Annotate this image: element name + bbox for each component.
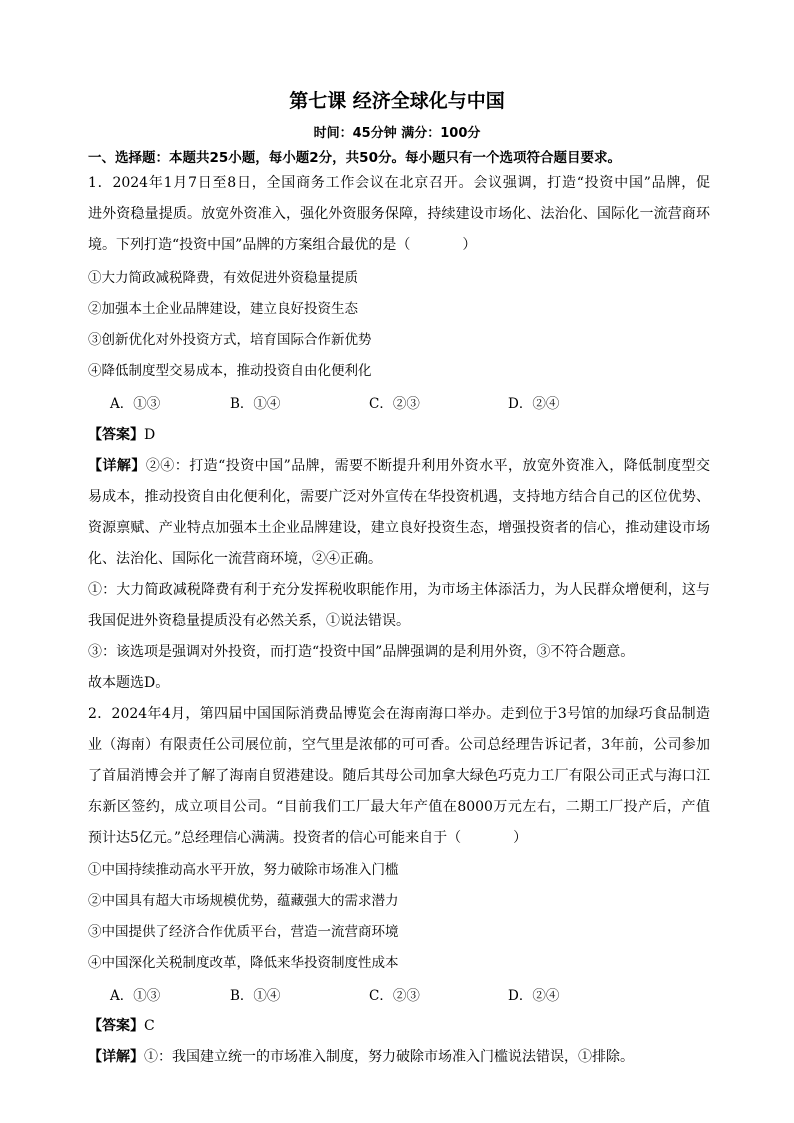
detail-text: ②④：打造“投资中国”品牌，需要不断提升利用外资水平，放宽外资准入，降低制度型交 (145, 458, 711, 474)
detail-text: ①：我国建立统一的市场准入制度，努力破除市场准入门槛说法错误，①排除。 (144, 1049, 634, 1065)
option-c: C．②③ (369, 988, 420, 1004)
option-a: A．①③ (110, 396, 161, 412)
question-stem-line: 1．2024年1月7日至8日，全国商务工作会议在北京召开。会议强调，打造“投资中国”品牌，促 (88, 175, 710, 191)
statement-item: ③中国提供了经济合作优质平台，营造一流营商环境 (88, 924, 399, 940)
detail-line: ③：该选项是强调对外投资，而打造“投资中国”品牌强调的是利用外资，③不符合题意。 (88, 644, 635, 660)
detail-line: 故本题选D。 (88, 675, 170, 691)
answer-tag: 【答案】 (88, 1018, 144, 1034)
option-c: C．②③ (369, 396, 420, 412)
question-stem-line: 业（海南）有限责任公司展位前，空气里是浓郁的可可香。公司总经理告诉记者，3年前，公司参加 (88, 737, 710, 753)
detail-line: 化、法治化、国际化一流营商环境，②④正确。 (88, 551, 382, 567)
statement-item: ①中国持续推动高水平开放，努力破除市场准入门槛 (88, 862, 399, 878)
statement-item: ③创新优化对外投资方式，培育国际合作新优势 (88, 332, 372, 348)
option-d: D．②④ (508, 988, 560, 1004)
question-stem-text: 境。下列打造“投资中国”品牌的方案组合最优的是（ (88, 237, 411, 253)
question-stem-line (88, 234, 710, 254)
question-stem-text: 预计达5亿元。”总经理信心满满。投资者的信心可能来自于（ (88, 830, 462, 846)
question-stem-line: 东新区签约，成立项目公司。“目前我们工厂最大年产值在8000万元左右，二期工厂投产后，产值 (88, 799, 710, 815)
detail-line: 易成本，推动投资自由化便利化，需要广泛对外宣传在华投资机遇，支持地方结合自己的区位优势、 (88, 489, 710, 505)
section-header: 一、选择题：本题共25小题，每小题2分，共50分。每小题只有一个选项符合题目要求。 (88, 150, 621, 166)
answer-tag: 【答案】 (88, 427, 144, 443)
detail-tag: 【详解】 (88, 458, 146, 474)
detail-line (88, 455, 710, 475)
answer-line (88, 1015, 710, 1035)
statement-item: ④降低制度型交易成本，推动投资自由化便利化 (88, 363, 372, 379)
option-d: D．②④ (508, 396, 560, 412)
statement-item: ②加强本土企业品牌建设，建立良好投资生态 (88, 301, 358, 317)
detail-line: 资源禀赋、产业特点加强本土企业品牌建设，建立良好投资生态，增强投资者的信心，推动建设市场 (88, 520, 710, 536)
detail-line: 我国促进外资稳量提质没有必然关系，①说法错误。 (88, 613, 410, 629)
statement-item: ④中国深化关税制度改革，降低来华投资制度性成本 (88, 955, 399, 971)
statement-item: ②中国具有超大市场规模优势，蕴藏强大的需求潜力 (88, 893, 399, 909)
answer-value: C (144, 1018, 155, 1034)
option-b: B．①④ (230, 396, 281, 412)
question-stem-line: 进外资稳量提质。放宽外资准入，强化外资服务保障，持续建设市场化、法治化、国际化一流营商环 (88, 206, 710, 222)
detail-tag: 【详解】 (88, 1049, 144, 1065)
detail-line: ①：大力简政减税降费有利于充分发挥税收职能作用，为市场主体添活力，为人民群众增便利，这与 (88, 582, 710, 598)
exam-meta: 时间：45分钟 满分：100分 (313, 126, 481, 141)
option-b: B．①④ (230, 988, 281, 1004)
answer-blank-close: ） (462, 237, 477, 253)
question-stem-line: 了首届消博会并了解了海南自贸港建设。随后其母公司加拿大绿色巧克力工厂有限公司正式与海口江 (88, 768, 710, 784)
detail-line (88, 1046, 710, 1066)
answer-blank-close: ） (513, 830, 528, 846)
answer-line (88, 424, 710, 444)
question-stem-line: 2．2024年4月，第四届中国国际消费品博览会在海南海口举办。走到位于3号馆的加绿巧食品制造 (88, 706, 710, 722)
statement-item: ①大力简政减税降费，有效促进外资稳量提质 (88, 270, 358, 286)
page-title: 第七课 经济全球化与中国 (289, 90, 505, 112)
option-a: A．①③ (110, 988, 161, 1004)
question-stem-line (88, 827, 710, 847)
answer-value: D (144, 427, 156, 443)
